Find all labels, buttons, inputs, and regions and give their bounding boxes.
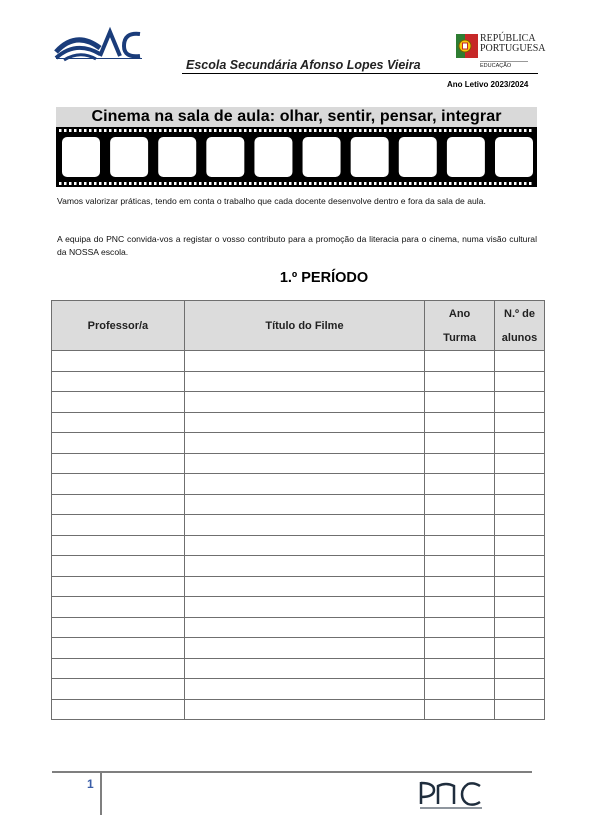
film-frame	[254, 137, 292, 177]
table-cell	[52, 617, 185, 638]
table-cell	[52, 433, 185, 454]
table-row	[52, 576, 545, 597]
table-cell	[425, 658, 495, 679]
table-cell	[52, 699, 185, 720]
film-strip-graphic	[56, 127, 537, 187]
table-cell	[425, 371, 495, 392]
table-cell	[52, 453, 185, 474]
table-cell	[425, 494, 495, 515]
table-row	[52, 392, 545, 413]
table-cell	[495, 658, 545, 679]
table-cell	[495, 515, 545, 536]
table-body	[52, 351, 545, 720]
table-cell	[52, 658, 185, 679]
header-teacher: Professor/a	[52, 301, 185, 351]
table-cell	[495, 679, 545, 700]
film-frame	[62, 137, 100, 177]
film-frame	[495, 137, 533, 177]
gov-name-line-1: REPÚBLICA	[480, 33, 536, 44]
table-cell	[52, 597, 185, 618]
table-cell	[52, 576, 185, 597]
table-cell	[425, 638, 495, 659]
table-cell	[52, 535, 185, 556]
table-row	[52, 433, 545, 454]
table-cell	[425, 679, 495, 700]
film-frame	[351, 137, 389, 177]
table-cell	[425, 433, 495, 454]
table-cell	[495, 494, 545, 515]
pnc-logo	[418, 780, 484, 810]
table-cell	[184, 617, 424, 638]
table-row	[52, 699, 545, 720]
invitation-paragraph: A equipa do PNC convida-vos a registar o vosso contributo para a promoção da literacia para o cinema, numa visão cultural da NOSSA escola.	[57, 234, 537, 257]
table-cell	[495, 535, 545, 556]
table-cell	[184, 658, 424, 679]
republic-emblem-icon	[456, 34, 478, 58]
table-cell	[184, 679, 424, 700]
table-cell	[425, 576, 495, 597]
film-frame	[303, 137, 341, 177]
table-row	[52, 351, 545, 372]
table-cell	[495, 351, 545, 372]
header-year-class	[425, 301, 495, 351]
table-cell	[495, 597, 545, 618]
film-frame	[399, 137, 437, 177]
table-cell	[425, 535, 495, 556]
table-cell	[52, 494, 185, 515]
table-row	[52, 412, 545, 433]
table-cell	[425, 474, 495, 495]
table-row	[52, 515, 545, 536]
table-cell	[184, 515, 424, 536]
table-cell	[495, 576, 545, 597]
table-cell	[184, 474, 424, 495]
table-header-row	[52, 301, 545, 351]
school-logo-caption-line	[56, 58, 142, 63]
table-row	[52, 474, 545, 495]
film-frame	[447, 137, 485, 177]
banner-title: Cinema na sala de aula: olhar, sentir, pensar, integrar	[91, 108, 502, 125]
table-cell	[425, 412, 495, 433]
period-title: 1.º PERÍODO	[279, 270, 369, 286]
table-cell	[184, 433, 424, 454]
table-cell	[425, 392, 495, 413]
header-student-line-1: N.º de	[504, 307, 535, 320]
table-cell	[425, 556, 495, 577]
table-cell	[52, 474, 185, 495]
header-class-line: Turma	[443, 331, 476, 344]
footer-divider	[100, 772, 102, 815]
film-frame	[206, 137, 244, 177]
header-film-title: Título do Filme	[184, 301, 424, 351]
table-cell	[184, 576, 424, 597]
intro-paragraph: Vamos valorizar práticas, tendo em conta o trabalho que cada docente desenvolve dentro e fora da sala de aula.	[57, 196, 486, 206]
table-cell	[495, 433, 545, 454]
table-row	[52, 453, 545, 474]
school-year: Ano Letivo 2023/2024	[447, 80, 529, 89]
table-cell	[425, 617, 495, 638]
table-cell	[184, 392, 424, 413]
gov-ministry: EDUCAÇÃO	[480, 61, 528, 69]
contributions-table	[51, 300, 545, 720]
table-cell	[495, 699, 545, 720]
table-row	[52, 617, 545, 638]
table-cell	[52, 371, 185, 392]
table-row	[52, 679, 545, 700]
table-row	[52, 658, 545, 679]
table-cell	[425, 699, 495, 720]
table-cell	[495, 474, 545, 495]
header-rule	[182, 73, 538, 74]
table-row	[52, 556, 545, 577]
table-cell	[184, 535, 424, 556]
header-year-line: Ano	[448, 307, 471, 320]
footer-rule	[52, 771, 532, 773]
table-cell	[495, 556, 545, 577]
table-cell	[52, 679, 185, 700]
table-cell	[52, 412, 185, 433]
table-cell	[52, 638, 185, 659]
table-row	[52, 638, 545, 659]
table-row	[52, 371, 545, 392]
table-cell	[495, 617, 545, 638]
table-cell	[52, 392, 185, 413]
table-cell	[425, 597, 495, 618]
header-student-count	[495, 301, 545, 351]
table-cell	[495, 392, 545, 413]
table-cell	[495, 638, 545, 659]
table-cell	[184, 412, 424, 433]
table-cell	[184, 597, 424, 618]
table-row	[52, 597, 545, 618]
table-cell	[184, 638, 424, 659]
table-cell	[495, 453, 545, 474]
table-cell	[52, 351, 185, 372]
table-cell	[184, 453, 424, 474]
film-frame	[158, 137, 196, 177]
table-cell	[495, 371, 545, 392]
table-cell	[184, 494, 424, 515]
table-cell	[425, 453, 495, 474]
gov-name-line-2: PORTUGUESA	[480, 43, 546, 54]
table-row	[52, 494, 545, 515]
table-cell	[425, 515, 495, 536]
table-cell	[184, 371, 424, 392]
table-cell	[184, 699, 424, 720]
table-cell	[184, 351, 424, 372]
table-cell	[52, 515, 185, 536]
table-cell	[425, 351, 495, 372]
table-cell	[184, 556, 424, 577]
header-student-line-2: alunos	[501, 331, 538, 344]
table-cell	[52, 556, 185, 577]
page-number: 1	[87, 777, 94, 791]
table-row	[52, 535, 545, 556]
film-frame	[110, 137, 148, 177]
table-cell	[495, 412, 545, 433]
school-name: Escola Secundária Afonso Lopes Vieira	[186, 58, 421, 72]
